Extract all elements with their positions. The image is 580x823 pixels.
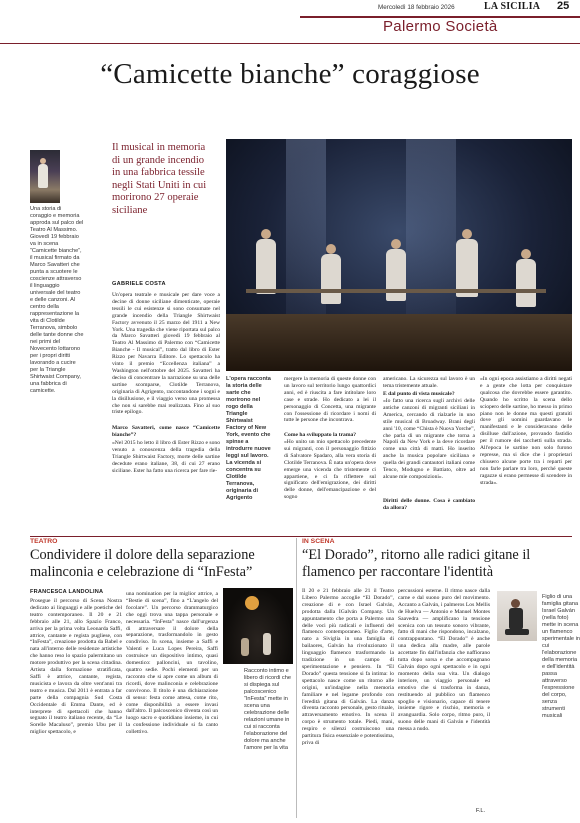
interview-question-2: Come ha sviluppato la trama? [284, 432, 357, 438]
bottom-divider [296, 538, 297, 818]
interview-answer-3: «Io fatto una ricerca sugli archivi delle antiche canzoni di migranti siciliani in America, cercando di rialzarle in uno stile musical di Broadway. Brani degli anni '10, come “Chista è Nuova Yorche”, che parla di un migrante che torna a Napoli da New York e la deve ricordare come una città di matti. Ho inserito anche la musica popolare siciliana e quella dei grandi cantautori italiani come Tenco, Modugno e Battiato, oltre ad alcune mie composizioni». [383, 398, 475, 480]
byline: GABRIELE COSTA [112, 281, 166, 287]
article-col-4: americano. La sicurezza sul lavoro è un tema tristemente attuale. [383, 376, 475, 389]
eldorado-col-1: Il 20 e 21 febbraio alle 21 il Teatro Libero Palermo accoglie “El Dorado”, creazione di e con Israel Galván, prodotta dalla IGalván Company. Un appuntamento che porta a Palermo una delle voci più radicali e influenti del flamenco contemporaneo. Figlio d'arte, nato a Siviglia in una famiglia di bailaores, Galván ha rivoluzionato il linguaggio flamenco trasformando la tradizione in un campo di sperimentazione e pensiero. In “El Dorado” questa tensione si fa intima: lo spettacolo nasce come un ritorno alle origini, un'indagine nella memoria familiare e nel legame profondo con l'eredità gitana di Galván. La danza diventa racconto personale, gesto rituale, attraversamento emotivo. In scena il corpo è strumento totale. Piedi, mani, respiro e silenzi costruiscono una partitura fisica essenziale e potentissima, priva di [302, 588, 394, 746]
galvan-caption: Figlio di una famiglia gitana Israel Galván (nella foto) mette in scena un flamenco sperimentale in cui l'elaborazione della memoria e dell'identità passa attraverso l'espressione del corpo, senza strumenti musicali [542, 594, 580, 719]
kicker-teatro: TEATRO [30, 538, 58, 545]
page-number: 25 [557, 0, 570, 12]
section-title: Palermo Società [383, 18, 498, 35]
interview-question-4: Diritti delle donne. Cosa è cambiato da allora? [383, 498, 475, 511]
eldorado-headline: “El Dorado”, ritorno alle radici gitane il flamenco per raccontare l'identità [302, 547, 531, 580]
bottom-rule [30, 536, 572, 537]
article-col-1: Un'opera teatrale e musicale per dare voce a decine di donne siciliane dimenticate, operaie tessili le cui esistenze si sono consumate nel grande incendio della Triangle Shirtwaist Factory avvenuto il 25 marzo del 1911 a New York. Una tragedia che viene riportata sul palco da Marco Savatteri giovedì 19 febbraio al Teatro Al Massimo di Palermo con “Camicette Bianche - Il musical”, tratto dal libro di Ester Rizzo per Navarra Editore. Lo spettacolo ha vinto il premio “Eccellenza italiana” a Washington nell'ottobre del 2025. Savatteri ha deciso di concentrare la narrazione su una delle sartine scomparse, Clotilde Terranova, originaria di Agrigento, raccontandone i sogni e la disillusione, e il viaggio verso una promessa che non si sarebbe mai realizzata. Fino al suo triste epilogo. [112, 292, 220, 416]
main-headline: “Camicette bianche” coraggiose [100, 58, 480, 90]
teatro-col-2: una nomination per la miglior attrice, a “Bestie di scena”, fino a “L'angelo del focolare”. Un percorso drammaturgico che oggi trova una tappa personale e necessaria. “InFesta” nasce dall'urgenza di attraversare il dolore della separazione, trasformandolo in gesto condiviso. In scena, insieme a Saffi e Valenti e Luca Lopes Pereira, Saffi costruisce un dispositivo intimo, quasi domestico: palloncini, un tavolino, quattro sedie. Pochi elementi per un racconto che si apre come un album di ricordi, dove malinconia e celebrazione convivono. Il titolo è una dichiarazione di senso: festa come attesa, come rito, come disponibilità a essere invasi dall'altro. Il palcoscenico diventa così un luogo sacro e quotidiano insieme, in cui la confessione individuale si fa canto collettivo. [126, 591, 218, 736]
dek: Il musical in memoria di un grande incendio in una fabbrica tessile negli Stati Uniti in cui morirono 27 operaie siciliane [112, 142, 207, 216]
interview-question-3: E dal punto di vista musicale? [383, 391, 455, 397]
interview-answer-1: «Nel 2015 ho letto il libro di Ester Rizzo e sono venuto a conoscenza della tragedia della Triangle Shirtwaist Factory, morte delle sartine decedute erano italiane, 38, di cui 27 erano siciliane. Ester ha fatto una ricerca per fare rie- [112, 440, 220, 474]
eldorado-signature: F.L. [476, 808, 486, 814]
left-caption: Una storia di coraggio e memoria approda sul palco del Teatro Al Massimo. Giovedì 19 febbraio va in scena “Camicette bianche”, il musical firmato da Marco Savatteri che punta a scuotere le coscienze attraverso il linguaggio universale del teatro e delle canzoni. Al centro della rappresentazione la vita di Clotilde Terranova, simbolo delle tante donne che nei primi del Novecento lottarono per i propri diritti lavorando a cucire per la Triangle Shirtwaist Company, una fabbrica di camicette. [30, 206, 84, 394]
galvan-photo [497, 591, 537, 641]
teatro-headline: Condividere il dolore della separazione malinconia e celebrazione di “InFesta” [30, 547, 255, 580]
infesta-caption: Racconto intimo e libero di ricordi che si dispiega sul palcoscenico “InFesta” mette in scena una celebrazione delle relazioni umane in cui si racconta l'elaborazione del dolore ma anche l'amore per la vita [244, 668, 291, 751]
eldorado-col-2: percussioni esterne. Il ritmo nasce dalla carne e dal suono puro del movimento. Accanto a Galván, i palmeros Los Mellis de Huelva — Antonio e Manuel Montes Saavedra — amplificano la tensione scenica con un tessuto sonoro vibrante, fatto di mani che rispondono, incalzano, contrappuntano. “El Dorado” è anche una dedica alla madre, alle parole accettate fin dall'infanzia che naffiorano tutta dopo sorsa e che accompagnano Galván dopo ogni spettacolo e in ogni momento della sua vita. Un dialogo interiore, un viaggio personale ed emotivo che si trasforma in danza, restituendo al pubblico un flamenco spoglio e visionario, capace di tenere insieme rigore e rischio, memoria e avanguardia. Solo corpo, ritmo puro, il suono delle mani di Galván e l'identità messa a nudo. [398, 588, 490, 733]
issue-date: Mercoledì 18 febbraio 2026 [378, 4, 455, 11]
interview-answer-4: «In ogni epoca assistiamo a diritti negati e a gente che lotta per conquistare qualcosa che dovrebbe essere garantito. Quando ho scritto la scena dello sciopero delle sartine, ho messo in primo piano non le donne ma questi gratuiti dove gli uomini guardavano le manifestanti e le consideravano delle disilluse dall'azione, provando fastidio per il rumore dei tacchetti sulla strada. All'epoca le sartine non solo furono represse, ma si dice che i proprietari chiusero alcune porte tra i reparti per non farle parlare tra loro, perché queste ragazze si erano permesse di scendere in strada». [480, 376, 572, 486]
paper-name: LA SICILIA [484, 1, 541, 12]
interview-question-1: Marco Savatteri, come nasce “Camicette bianche”? [112, 425, 220, 438]
infesta-photo [223, 588, 293, 664]
interview-answer-2: «Ho unito un mio spettacolo precedente sui migranti, con il personaggio fittizio di Salvatore Spadaro, alla vera storia di Clotilde Terranova. È nata un'opera dove emerge una vicenda che tristemente ci appartiene, e ci fa riflettere sul significato dell'emigrazione, dei diritti delle donne, dell'emancipazione e del sogno [284, 439, 376, 501]
main-photo-caption: L'opera racconta la storia delle sarte che morirono nel rogo della Triangle Shirtwaist Factory of New York, evento che spinse a introdurre nuove leggi sul lavoro. La vicenda si concentra su Clotilde Terranova, originaria di Agrigento [226, 376, 271, 501]
section-underline [0, 43, 580, 44]
teatro-byline: FRANCESCA LANDOLINA [30, 589, 104, 595]
left-stage-photo [30, 150, 60, 203]
article-col-3: mergere la memoria di queste donne con un lavoro sul territorio lungo quattordici anni, ed è riuscita a fare intitolare loro case e strade. Ho dedicato a lei il personaggio di Concetta, una migrante con l'ossessione di ricordare i nomi di tutte le persone che incontrava. [284, 376, 376, 424]
kicker-in-scena: IN SCENA [302, 538, 335, 545]
main-stage-photo [226, 139, 572, 371]
teatro-col-1: Prosegue il percorso di Scena Nostra dedicato ai linguaggi e alle poetiche del teatro contemporaneo. Il 20 e 21 febbraio alle 21, allo Spazio Franco, arriva per la prima volta Leonarda Saffi, attrice, cantante e regista pugliese, con “InFesta”, creazione prodotta da Babel e nata all'interno delle residenze artistiche che hanno reso lo spazio palermitano un motore produttivo per la scena cittadina. Artista dalla formazione stratificata, Saffi è attrice, cantante, regista, musicista e lavora da oltre vent'anni tra teatro e musica. Dal 2011 è entrata a far parte della compagnia Sud Costa Occidentale di Emma Dante, ed è interprete di spettacoli che hanno segnato il teatro italiano recente, da “Le Sorelle Macaluso”, premio Ubu per il miglior spettacolo, e [30, 598, 122, 736]
